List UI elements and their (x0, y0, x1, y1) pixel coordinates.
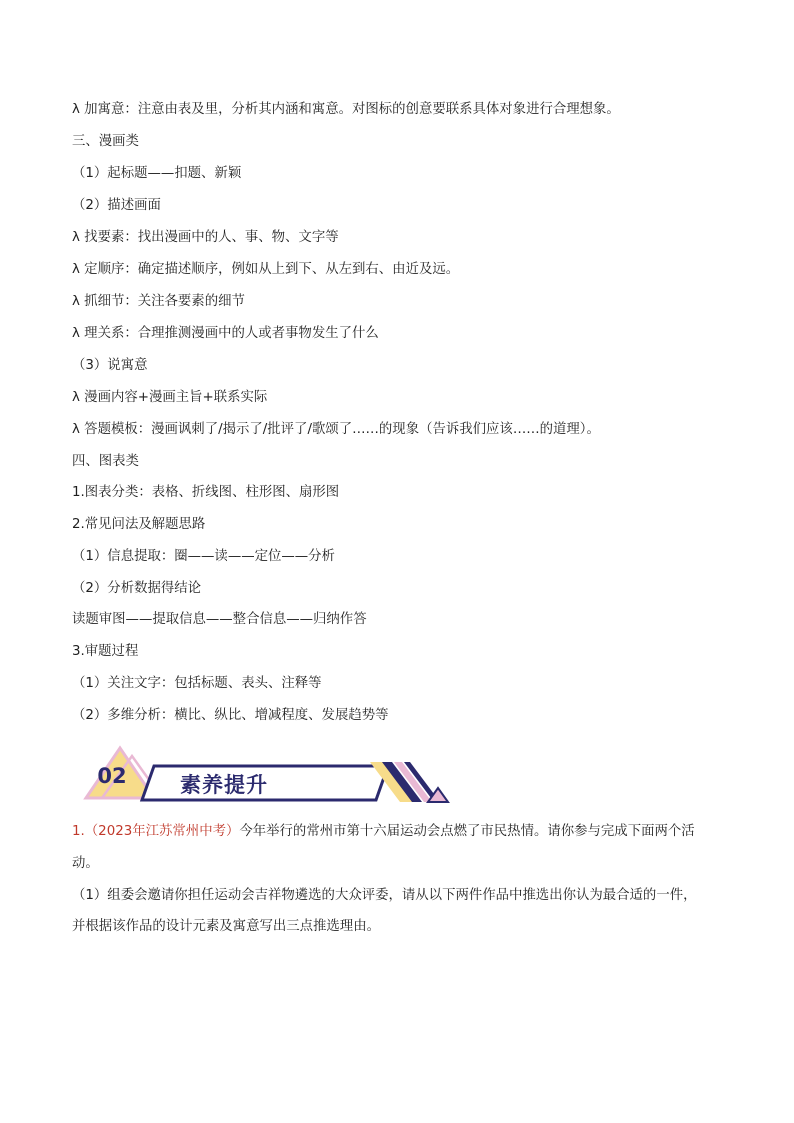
text-line: （2）描述画面 (72, 198, 161, 213)
text-line: （3）说寓意 (72, 358, 148, 373)
text-line: （2）分析数据得结论 (72, 581, 202, 596)
text-line: λ 定顺序：确定描述顺序，例如从上到下、从左到右、由近及远。 (72, 262, 460, 277)
text-line: λ 找要素：找出漫画中的人、事、物、文字等 (72, 230, 339, 245)
text-line: λ 理关系：合理推测漫画中的人或者事物发生了什么 (72, 326, 379, 341)
sub-question-line: 并根据该作品的设计元素及寓意写出三点推选理由。 (72, 919, 380, 934)
section-heading: 三、漫画类 (72, 134, 139, 149)
text-line: λ 抓细节：关注各要素的细节 (72, 294, 245, 309)
text-line: （1）关注文字：包括标题、表头、注释等 (72, 676, 322, 691)
question-source: （2023年江苏常州中考） (84, 824, 240, 839)
text-line: λ 加寓意：注意由表及里，分析其内涵和寓意。对图标的创意要联系具体对象进行合理想象。 (72, 102, 620, 117)
text-line: 3.审题过程 (72, 644, 139, 659)
text-line: λ 答题模板：漫画讽刺了/揭示了/批评了/歌颂了……的现象（告诉我们应该……的道理）。 (72, 422, 600, 437)
question-line: 动。 (72, 856, 99, 871)
section-title: 素养提升 (180, 773, 268, 797)
question-text: 今年举行的常州市第十六届运动会点燃了市民热情。请你参与完成下面两个活 (239, 824, 695, 839)
question-line (72, 823, 695, 841)
section-heading: 四、图表类 (72, 454, 139, 469)
question-number: 1. (72, 824, 85, 839)
text-line: 2.常见问法及解题思路 (72, 517, 206, 532)
text-line: λ 漫画内容+漫画主旨+联系实际 (72, 390, 268, 405)
banner-graphic (82, 742, 454, 806)
section-banner (82, 742, 454, 806)
sub-question-line: （1）组委会邀请你担任运动会吉祥物遴选的大众评委，请从以下两件作品中推选出你认为最合适的一件， (72, 888, 697, 903)
text-line: 1.图表分类：表格、折线图、柱形图、扇形图 (72, 485, 340, 500)
text-line: （1）信息提取：圈——读——定位——分析 (72, 549, 335, 564)
text-line: （1）起标题——扣题、新颖 (72, 166, 242, 181)
text-line: （2）多维分析：横比、纵比、增减程度、发展趋势等 (72, 708, 389, 723)
text-line: 读题审图——提取信息——整合信息——归纳作答 (72, 612, 367, 627)
section-number: 02 (97, 764, 127, 788)
